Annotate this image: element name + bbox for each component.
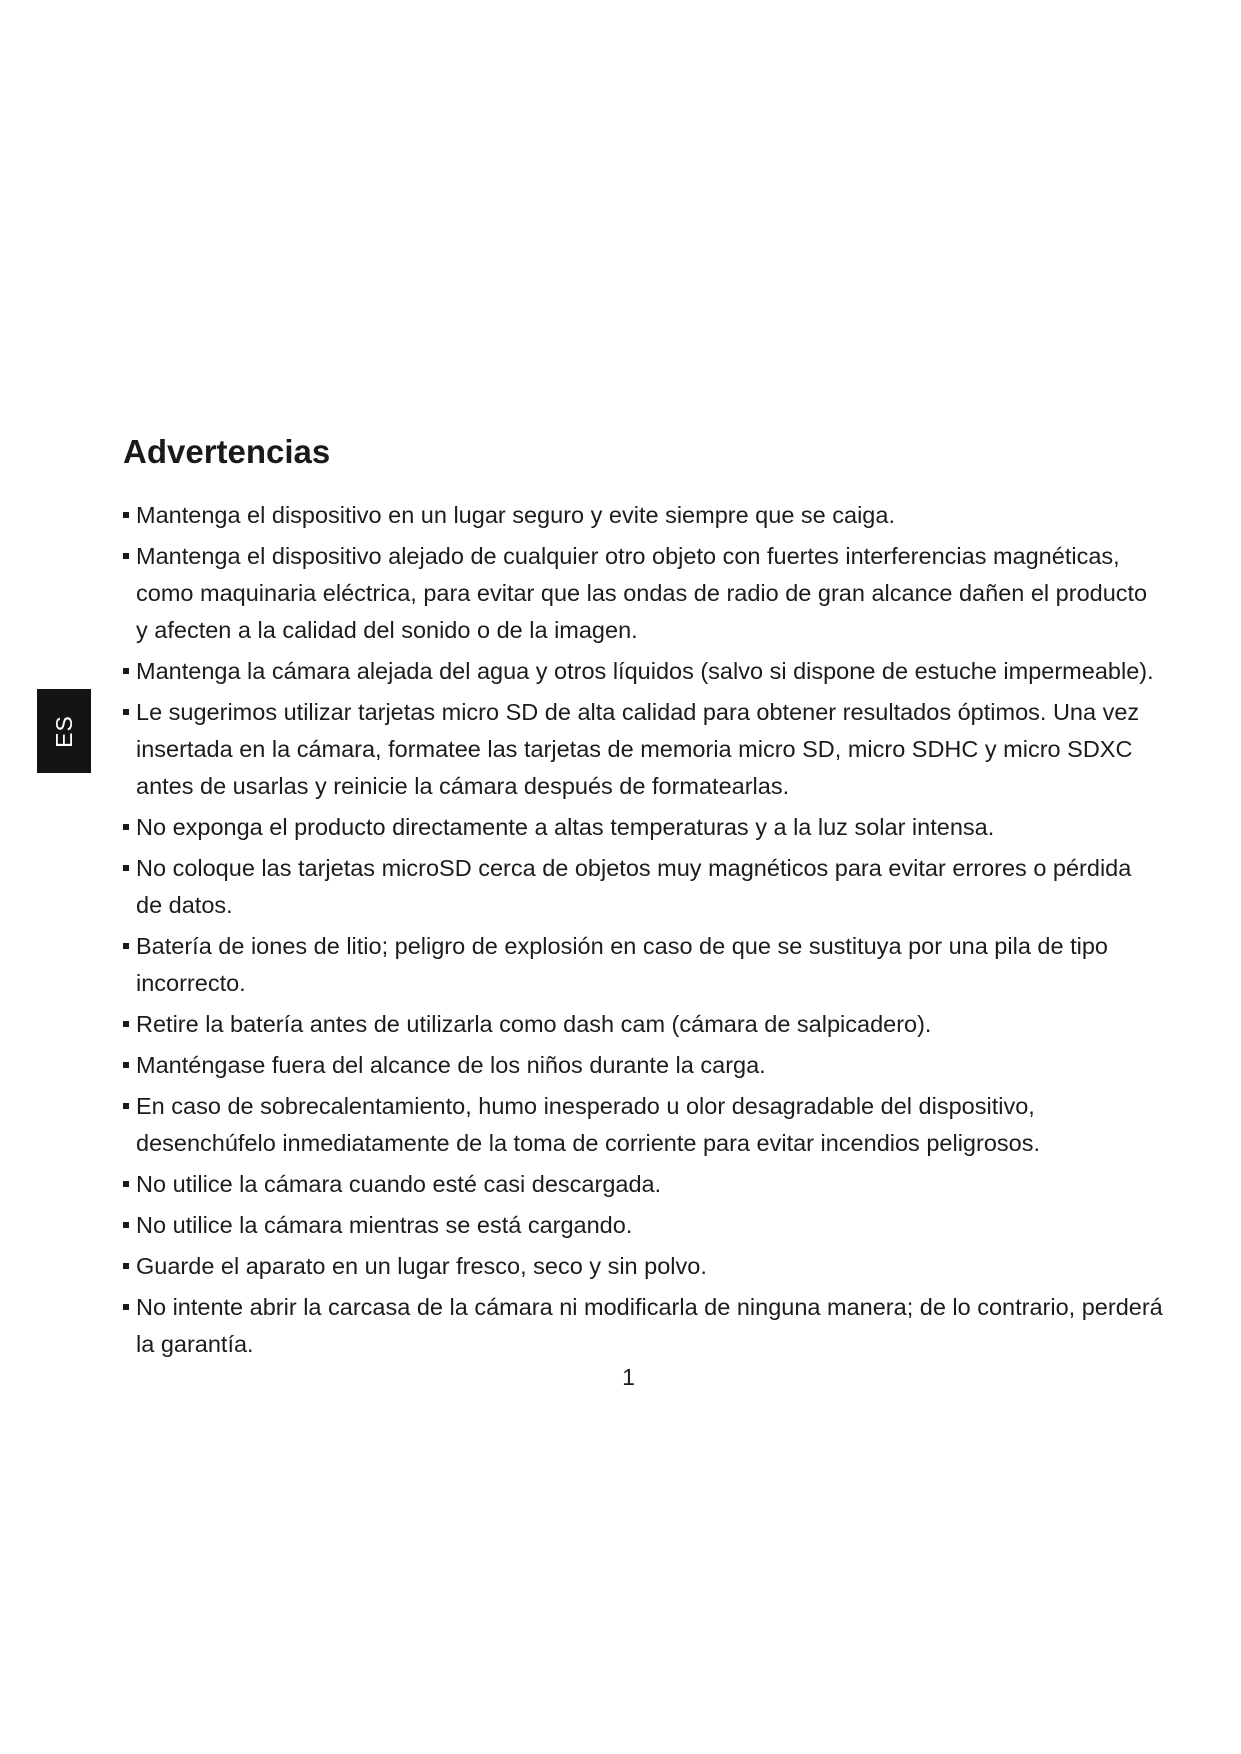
bullet-icon [123,1103,129,1109]
warning-item [123,1047,1163,1084]
warning-text: Guarde el aparato en un lugar fresco, seco y sin polvo. [136,1253,707,1279]
bullet-icon [123,1222,129,1228]
language-tab [37,689,91,773]
warning-item [123,1289,1163,1363]
warning-item [123,653,1163,690]
warning-text: No exponga el producto directamente a altas temperaturas y a la luz solar intensa. [136,814,995,840]
warning-text: Mantenga el dispositivo alejado de cualquier otro objeto con fuertes interferencias magnéticas, como maquinaria eléctrica, para evitar que las ondas de radio de gran alcance dañen el producto y afecten a la calidad del sonido o de la imagen. [136,543,1148,643]
section-title: Advertencias [123,433,331,470]
warning-text: Retire la batería antes de utilizarla como dash cam (cámara de salpicadero). [136,1011,932,1037]
bullet-icon [123,1021,129,1027]
warning-item [123,1166,1163,1203]
bullet-icon [123,709,129,715]
warning-text: Le sugerimos utilizar tarjetas micro SD de alta calidad para obtener resultados óptimos. Una vez insertada en la cámara, formatee las tarjetas de memoria micro SD, micro SDHC y micro SDXC antes de usarlas y reinicie la cámara después de formatearlas. [136,699,1140,799]
warning-item [123,809,1163,846]
bullet-icon [123,865,129,871]
warning-text: No intente abrir la carcasa de la cámara ni modificarla de ninguna manera; de lo contrario, perderá la garantía. [136,1294,1163,1357]
warning-text: Manténgase fuera del alcance de los niños durante la carga. [136,1052,766,1078]
warning-item [123,1248,1163,1285]
bullet-icon [123,1263,129,1269]
warning-item [123,1006,1163,1043]
bullet-icon [123,943,129,949]
warning-text: No utilice la cámara cuando esté casi descargada. [136,1171,662,1197]
warning-item [123,694,1163,805]
bullet-icon [123,668,129,674]
warning-text: Mantenga el dispositivo en un lugar seguro y evite siempre que se caiga. [136,502,895,528]
language-tab-label: ES [50,714,77,748]
bullet-icon [123,1181,129,1187]
warning-item [123,1088,1163,1162]
warnings-list [123,497,1163,1367]
bullet-icon [123,553,129,559]
warning-text: No utilice la cámara mientras se está cargando. [136,1212,633,1238]
warning-item [123,1207,1163,1244]
warning-item [123,497,1163,534]
warning-item [123,850,1163,924]
warning-text: Mantenga la cámara alejada del agua y otros líquidos (salvo si dispone de estuche impermeable). [136,658,1154,684]
bullet-icon [123,1062,129,1068]
page-number: 1 [622,1364,635,1390]
warning-item [123,538,1163,649]
warning-text: En caso de sobrecalentamiento, humo inesperado u olor desagradable del dispositivo, desenchúfelo inmediatamente de la toma de corriente para evitar incendios peligrosos. [136,1093,1040,1156]
warning-text: Batería de iones de litio; peligro de explosión en caso de que se sustituya por una pila de tipo incorrecto. [136,933,1108,996]
bullet-icon [123,824,129,830]
warning-text: No coloque las tarjetas microSD cerca de objetos muy magnéticos para evitar errores o pérdida de datos. [136,855,1132,918]
bullet-icon [123,512,129,518]
bullet-icon [123,1304,129,1310]
warning-item [123,928,1163,1002]
